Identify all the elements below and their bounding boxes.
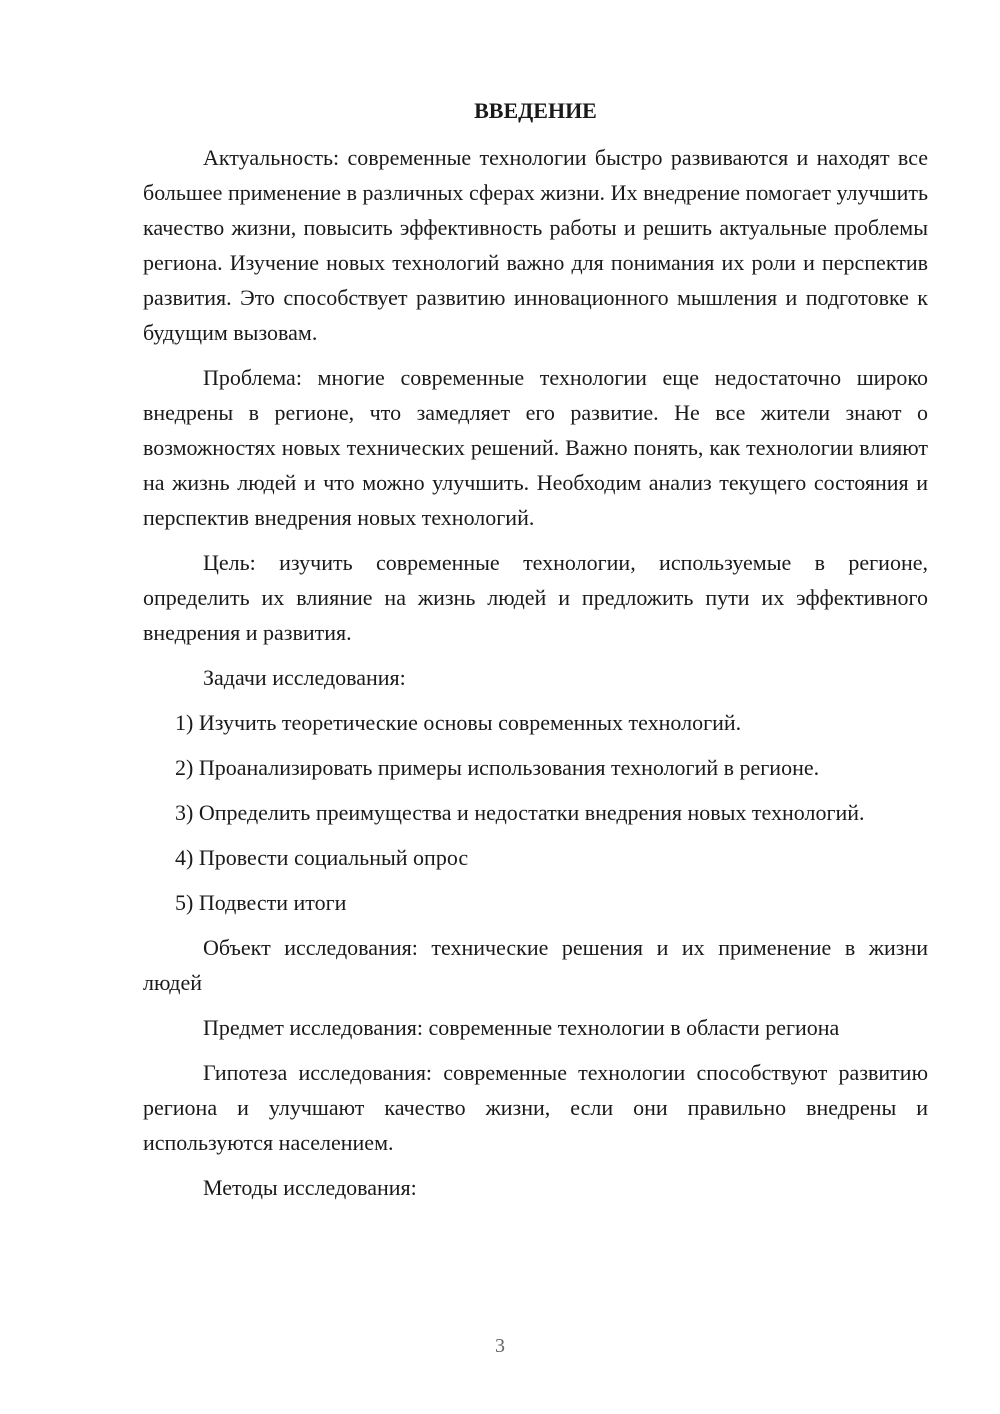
task-item-3: 3) Определить преимущества и недостатки внедрения новых технологий. <box>175 800 865 825</box>
paragraph-problem: Проблема: многие современные технологии еще недостаточно широко внедрены в регионе, что замедляет его развитие. Не все жители знают о возможностях новых технических решений. Важно понять, как технологии влияют на жизнь людей и что можно улучшить. Необходим анализ текущего состояния и перспектив внедрения новых технологий. <box>143 365 928 530</box>
paragraph-relevance: Актуальность: современные технологии быстро развиваются и находят все большее применение в различных сферах жизни. Их внедрение помогает улучшить качество жизни, повысить эффективность работы и решить актуальные проблемы региона. Изучение новых технологий важно для понимания их роли и перспектив развития. Это способствует развитию инновационного мышления и подготовке к будущим вызовам. <box>143 145 928 345</box>
paragraph-goal: Цель: изучить современные технологии, используемые в регионе, определить их влияние на жизнь людей и предложить пути их эффективного внедрения и развития. <box>143 550 928 645</box>
paragraph-hypothesis: Гипотеза исследования: современные технологии способствуют развитию региона и улучшают качество жизни, если они правильно внедрены и используются населением. <box>143 1060 928 1155</box>
task-item-4: 4) Провести социальный опрос <box>175 845 469 870</box>
paragraph-object: Объект исследования: технические решения и их применение в жизни людей <box>143 935 928 995</box>
task-item-1: 1) Изучить теоретические основы современных технологий. <box>175 710 742 735</box>
paragraph-tasks-heading: Задачи исследования: <box>203 665 406 690</box>
page-number: 3 <box>495 1335 505 1357</box>
document-body <box>143 96 928 1205</box>
paragraph-methods: Методы исследования: <box>203 1175 417 1200</box>
paragraph-subject: Предмет исследования: современные технологии в области региона <box>203 1015 840 1040</box>
task-item-5: 5) Подвести итоги <box>175 890 347 915</box>
task-item-2: 2) Проанализировать примеры использования технологий в регионе. <box>175 755 820 780</box>
section-title: ВВЕДЕНИЕ <box>474 98 597 123</box>
